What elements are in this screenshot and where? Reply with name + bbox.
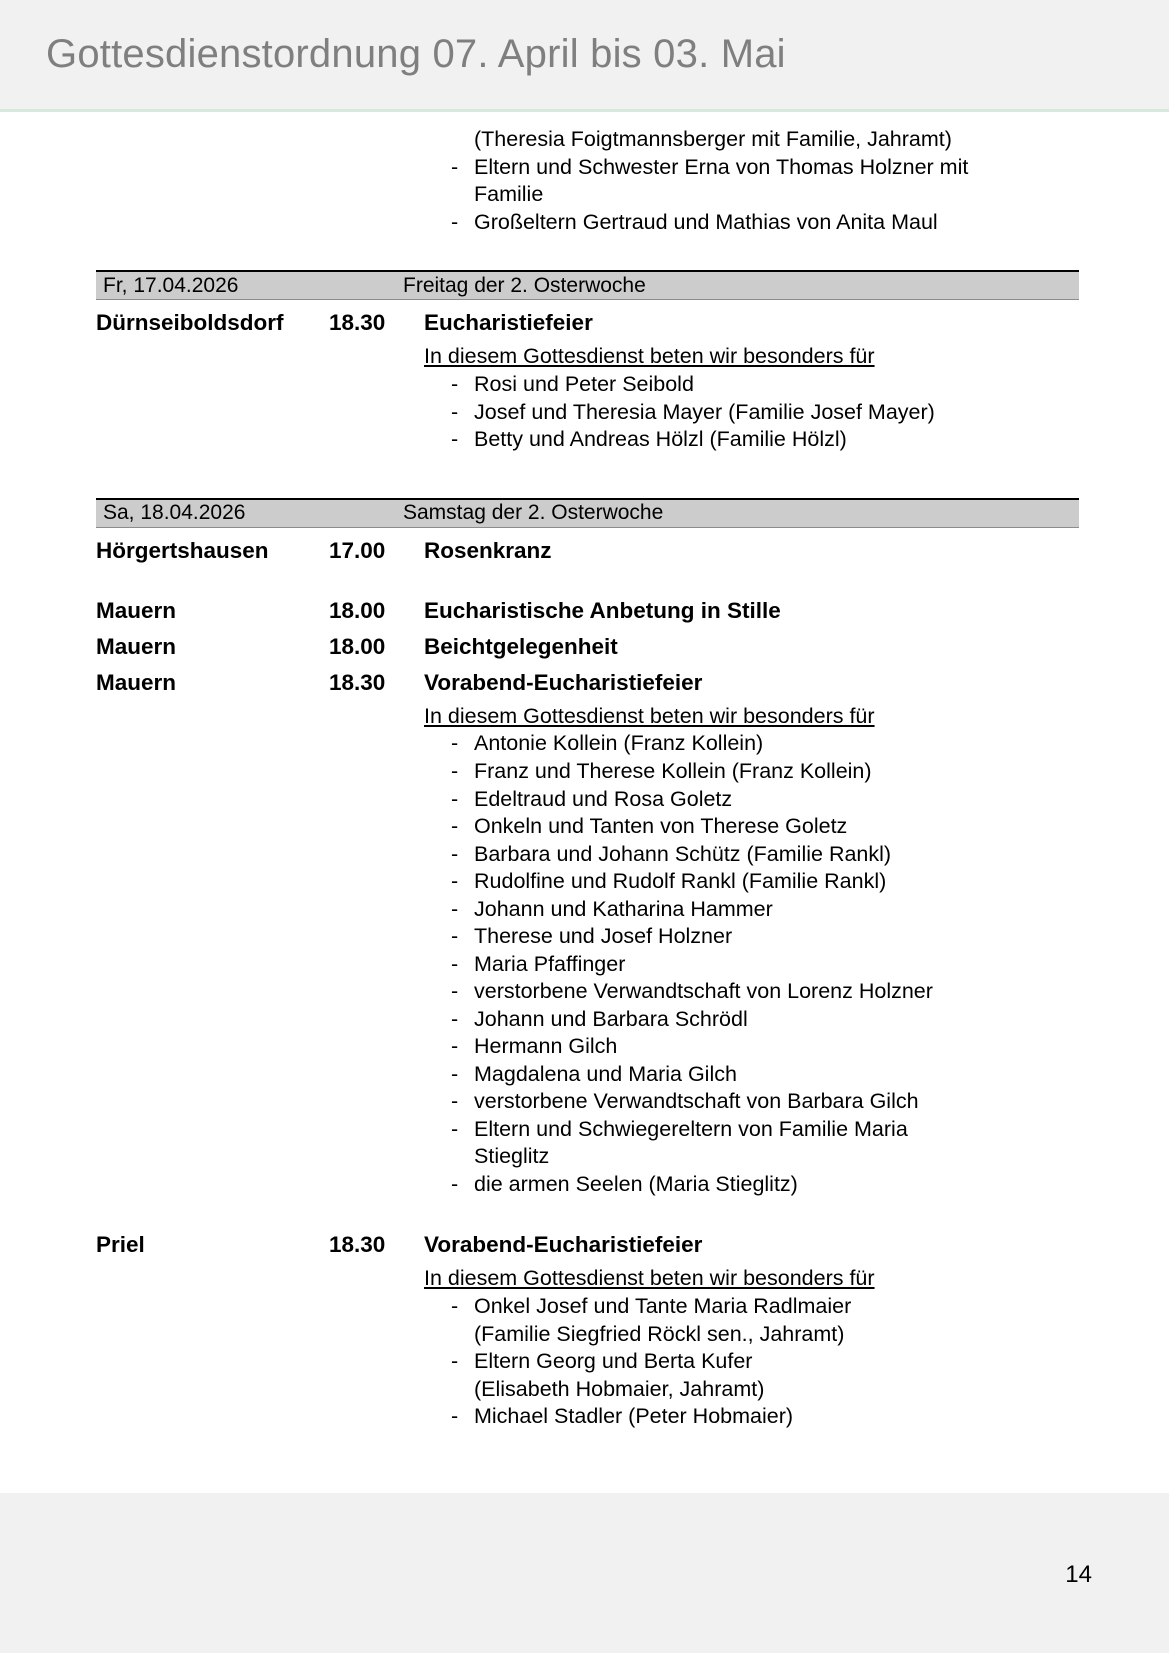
service-title: Eucharistische Anbetung in Stille bbox=[424, 597, 781, 623]
intention-item bbox=[424, 896, 1079, 924]
spacer bbox=[96, 454, 1079, 476]
intention-text-continued: (Elisabeth Hobmaier, Jahramt) bbox=[474, 1376, 765, 1401]
bullet-dash: - bbox=[451, 427, 459, 452]
intention-item bbox=[424, 371, 1079, 399]
page-header bbox=[0, 0, 1169, 112]
intention-text: Magdalena und Maria Gilch bbox=[474, 1061, 737, 1086]
intention-item bbox=[424, 209, 1079, 237]
intention-text-continued: Familie bbox=[474, 182, 544, 207]
liturgical-day-label: Samstag der 2. Osterwoche bbox=[403, 501, 664, 525]
intention-item bbox=[424, 1033, 1079, 1061]
page-title: Gottesdienstordnung 07. April bis 03. Mai bbox=[46, 32, 786, 76]
bullet-dash: - bbox=[451, 399, 459, 424]
service-place: Mauern bbox=[96, 597, 177, 623]
intention-text: die armen Seelen (Maria Stieglitz) bbox=[474, 1171, 798, 1196]
intention-item bbox=[424, 813, 1079, 841]
intention-text: Eltern Georg und Berta Kufer bbox=[474, 1349, 753, 1374]
intention-item bbox=[424, 154, 1079, 209]
intention-item bbox=[424, 1116, 1079, 1171]
intention-item bbox=[424, 1348, 1079, 1403]
intentions bbox=[424, 703, 1079, 1199]
service-title: Rosenkranz bbox=[424, 537, 552, 563]
intention-text: verstorbene Verwandtschaft von Barbara Gilch bbox=[474, 1089, 919, 1114]
spacer bbox=[96, 236, 1079, 270]
intention-text: Hermann Gilch bbox=[474, 1034, 618, 1059]
spacer bbox=[96, 624, 1079, 634]
date-header-bar bbox=[96, 498, 1079, 528]
intention-text: Johann und Katharina Hammer bbox=[474, 896, 773, 921]
intentions-heading: In diesem Gottesdienst beten wir besonders für bbox=[424, 1266, 875, 1291]
service-time: 18.30 bbox=[329, 1232, 386, 1258]
spacer bbox=[96, 1453, 1079, 1475]
intention-item bbox=[424, 1061, 1079, 1089]
intention-text: Maria Pfaffinger bbox=[474, 951, 626, 976]
intention-text: Eltern und Schwester Erna von Thomas Holzner mit bbox=[474, 154, 969, 179]
bullet-dash: - bbox=[451, 1034, 459, 1059]
bullet-dash: - bbox=[451, 1116, 459, 1141]
service-row bbox=[96, 310, 1079, 336]
service-row bbox=[96, 598, 1079, 624]
intention-text: Therese und Josef Holzner bbox=[474, 924, 733, 949]
service-place: Mauern bbox=[96, 669, 177, 695]
bullet-dash: - bbox=[451, 1006, 459, 1031]
bullet-dash: - bbox=[451, 869, 459, 894]
spacer bbox=[96, 476, 1079, 498]
intention-text: Onkeln und Tanten von Therese Goletz bbox=[474, 814, 848, 839]
intentions bbox=[424, 1265, 1079, 1431]
intention-text: Großeltern Gertraud und Mathias von Anita Maul bbox=[474, 209, 938, 234]
service-title: Eucharistiefeier bbox=[424, 310, 593, 336]
bullet-dash: - bbox=[451, 209, 459, 234]
intentions bbox=[424, 343, 1079, 453]
bullet-dash: - bbox=[451, 841, 459, 866]
service-time: 18.30 bbox=[329, 669, 386, 695]
document-body bbox=[0, 112, 1169, 1475]
service-place: Priel bbox=[96, 1232, 145, 1258]
spacer bbox=[96, 1431, 1079, 1453]
service-row bbox=[96, 670, 1079, 696]
bullet-dash: - bbox=[451, 1089, 459, 1114]
liturgical-day-label: Freitag der 2. Osterwoche bbox=[403, 273, 646, 297]
intention-list bbox=[424, 126, 1079, 236]
intention-item bbox=[424, 1293, 1079, 1348]
date-label: Fr, 17.04.2026 bbox=[103, 273, 239, 297]
day-section bbox=[96, 270, 1079, 497]
service-time: 18.00 bbox=[329, 633, 386, 659]
bullet-dash: - bbox=[451, 1349, 459, 1374]
bullet-dash: - bbox=[451, 372, 459, 396]
intention-item bbox=[424, 126, 1079, 154]
intention-text: Michael Stadler (Peter Hobmaier) bbox=[474, 1404, 794, 1429]
intention-item bbox=[424, 1088, 1079, 1116]
intention-item bbox=[424, 1006, 1079, 1034]
intention-item bbox=[424, 1171, 1079, 1199]
bullet-dash: - bbox=[451, 1171, 459, 1196]
spacer bbox=[96, 1198, 1079, 1232]
intention-item bbox=[424, 951, 1079, 979]
intentions bbox=[424, 126, 1079, 236]
intention-list bbox=[424, 371, 1079, 454]
service-place: Dürnseiboldsdorf bbox=[96, 310, 284, 336]
intention-text: Josef und Theresia Mayer (Familie Josef Mayer) bbox=[474, 399, 935, 424]
service-place: Mauern bbox=[96, 633, 177, 659]
intention-text: Barbara und Johann Schütz (Familie Rankl) bbox=[474, 841, 892, 866]
intention-text: Betty und Andreas Hölzl (Familie Hölzl) bbox=[474, 427, 847, 452]
intention-item bbox=[424, 426, 1079, 454]
service-row bbox=[96, 538, 1079, 564]
intention-item bbox=[424, 868, 1079, 896]
intention-text: Edeltraud und Rosa Goletz bbox=[474, 786, 733, 811]
bullet-dash: - bbox=[451, 896, 459, 921]
intention-text: Antonie Kollein (Franz Kollein) bbox=[474, 731, 764, 756]
spacer bbox=[96, 528, 1079, 538]
intentions-heading: In diesem Gottesdienst beten wir besonders für bbox=[424, 344, 875, 369]
intention-list bbox=[424, 730, 1079, 1198]
intention-item bbox=[424, 841, 1079, 869]
date-label: Sa, 18.04.2026 bbox=[103, 501, 246, 525]
service-title: Beichtgelegenheit bbox=[424, 633, 618, 659]
page-number: 14 bbox=[1065, 1561, 1092, 1588]
service-row bbox=[96, 634, 1079, 660]
bullet-dash: - bbox=[451, 759, 459, 783]
intentions-heading: In diesem Gottesdienst beten wir besonders für bbox=[424, 703, 875, 728]
spacer bbox=[96, 660, 1079, 670]
bullet-dash: - bbox=[451, 1404, 459, 1429]
service-row bbox=[96, 1232, 1079, 1258]
spacer bbox=[96, 564, 1079, 598]
intention-item bbox=[424, 1403, 1079, 1431]
bullet-dash: - bbox=[451, 979, 459, 1004]
intention-text-continued: (Familie Siegfried Röckl sen., Jahramt) bbox=[474, 1321, 845, 1346]
bullet-dash: - bbox=[451, 1061, 459, 1086]
intention-text-continued: Stieglitz bbox=[474, 1144, 550, 1169]
intention-text: Eltern und Schwiegereltern von Familie Maria bbox=[474, 1116, 908, 1141]
intention-item bbox=[424, 399, 1079, 427]
intention-text: Rudolfine und Rudolf Rankl (Familie Rankl) bbox=[474, 869, 887, 894]
bullet-dash: - bbox=[451, 924, 459, 949]
bullet-dash: - bbox=[451, 1294, 459, 1319]
bullet-dash: - bbox=[451, 154, 459, 179]
intention-item bbox=[424, 786, 1079, 814]
bullet-dash: - bbox=[451, 786, 459, 811]
date-header-bar bbox=[96, 270, 1079, 300]
bullet-dash: - bbox=[451, 814, 459, 839]
service-time: 18.30 bbox=[329, 310, 386, 336]
intention-item bbox=[424, 923, 1079, 951]
intention-text: (Theresia Foigtmannsberger mit Familie, Jahramt) bbox=[474, 127, 952, 151]
service-time: 18.00 bbox=[329, 597, 386, 623]
spacer bbox=[96, 300, 1079, 310]
day-sections bbox=[96, 270, 1079, 1475]
service-title: Vorabend-Eucharistiefeier bbox=[424, 669, 703, 695]
intention-text: Franz und Therese Kollein (Franz Kollein) bbox=[474, 759, 872, 783]
service-time: 17.00 bbox=[329, 537, 386, 563]
bullet-dash: - bbox=[451, 731, 459, 756]
intention-text: verstorbene Verwandtschaft von Lorenz Holzner bbox=[474, 979, 933, 1004]
intention-text: Johann und Barbara Schrödl bbox=[474, 1006, 748, 1031]
service-place: Hörgertshausen bbox=[96, 537, 269, 563]
intention-item bbox=[424, 978, 1079, 1006]
page-footer bbox=[0, 1493, 1169, 1653]
continued-intentions-block bbox=[96, 112, 1079, 236]
intention-item bbox=[424, 758, 1079, 786]
intention-list bbox=[424, 1293, 1079, 1431]
intention-text: Onkel Josef und Tante Maria Radlmaier bbox=[474, 1294, 852, 1319]
bullet-dash: - bbox=[451, 951, 459, 976]
intention-item bbox=[424, 730, 1079, 758]
intention-text: Rosi und Peter Seibold bbox=[474, 372, 694, 396]
service-title: Vorabend-Eucharistiefeier bbox=[424, 1232, 703, 1258]
day-section bbox=[96, 498, 1079, 1475]
